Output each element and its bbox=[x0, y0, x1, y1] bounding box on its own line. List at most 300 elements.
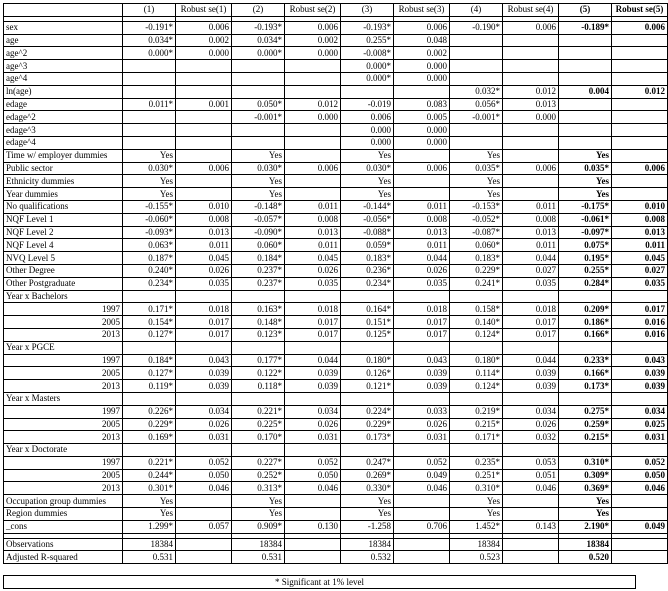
table-cell: 0.016 bbox=[612, 316, 668, 329]
row-label: Other Postgraduate bbox=[4, 277, 123, 290]
table-cell bbox=[450, 290, 503, 303]
table-cell: 0.221* bbox=[232, 405, 285, 418]
table-cell: 0.059* bbox=[341, 239, 394, 252]
table-cell bbox=[176, 136, 232, 149]
table-row bbox=[4, 149, 668, 162]
table-cell: 0.053 bbox=[503, 456, 559, 469]
table-cell bbox=[394, 290, 450, 303]
table-cell: 0.227* bbox=[232, 456, 285, 469]
table-cell bbox=[559, 444, 612, 457]
table-cell bbox=[285, 136, 341, 149]
table-cell bbox=[559, 392, 612, 405]
table-cell bbox=[341, 341, 394, 354]
table-row bbox=[4, 456, 668, 469]
table-cell bbox=[285, 495, 341, 508]
table-cell bbox=[123, 124, 176, 137]
table-cell: 0.330* bbox=[341, 482, 394, 495]
table-cell bbox=[123, 444, 176, 457]
table-cell: 0.532 bbox=[341, 551, 394, 564]
table-cell: -0.153* bbox=[450, 200, 503, 213]
table-cell: 0.000 bbox=[285, 111, 341, 124]
table-cell: 0.177* bbox=[232, 354, 285, 367]
row-label: _cons bbox=[4, 520, 123, 533]
table-cell: 0.030* bbox=[123, 162, 176, 175]
table-cell bbox=[612, 34, 668, 47]
table-cell: 0.235* bbox=[450, 456, 503, 469]
table-cell bbox=[285, 444, 341, 457]
table-cell bbox=[503, 495, 559, 508]
table-cell: 0.013 bbox=[176, 226, 232, 239]
table-cell: 0.269* bbox=[341, 469, 394, 482]
table-cell: 0.013 bbox=[285, 226, 341, 239]
table-cell: 18384 bbox=[559, 538, 612, 551]
table-row bbox=[4, 316, 668, 329]
table-row bbox=[4, 226, 668, 239]
table-cell: -0.087* bbox=[450, 226, 503, 239]
table-cell: 0.039 bbox=[285, 367, 341, 380]
table-row bbox=[4, 538, 668, 551]
table-cell: 0.011 bbox=[503, 239, 559, 252]
table-cell bbox=[503, 341, 559, 354]
table-cell bbox=[285, 508, 341, 521]
table-cell: 0.251* bbox=[450, 469, 503, 482]
table-cell bbox=[612, 60, 668, 73]
table-cell: 0.008 bbox=[176, 213, 232, 226]
table-cell: 0.035 bbox=[285, 277, 341, 290]
table-cell: 0.171* bbox=[450, 431, 503, 444]
table-cell: 0.001 bbox=[176, 98, 232, 111]
table-cell: 0.035* bbox=[559, 162, 612, 175]
row-label: Region dummies bbox=[4, 508, 123, 521]
table-cell bbox=[559, 290, 612, 303]
table-cell: 0.186* bbox=[559, 316, 612, 329]
table-cell: 0.035 bbox=[176, 277, 232, 290]
table-cell: 0.006 bbox=[176, 21, 232, 34]
table-cell bbox=[176, 111, 232, 124]
table-cell: 0.031 bbox=[394, 431, 450, 444]
table-cell: 0.000 bbox=[176, 47, 232, 60]
table-cell bbox=[285, 149, 341, 162]
column-header: (4) bbox=[450, 4, 503, 17]
table-cell: 0.030* bbox=[341, 162, 394, 175]
table-cell: 0.119* bbox=[123, 380, 176, 393]
table-cell: 0.031 bbox=[612, 431, 668, 444]
table-cell: Yes bbox=[341, 508, 394, 521]
table-cell: 0.164* bbox=[341, 303, 394, 316]
column-header: (5) bbox=[559, 4, 612, 17]
table-cell: 0.026 bbox=[394, 264, 450, 277]
header-row bbox=[4, 4, 668, 17]
table-cell bbox=[176, 149, 232, 162]
table-cell: 0.011 bbox=[285, 239, 341, 252]
row-label: 1997 bbox=[4, 354, 123, 367]
table-cell: 0.127* bbox=[123, 328, 176, 341]
table-row bbox=[4, 551, 668, 564]
table-cell: 0.044 bbox=[285, 354, 341, 367]
table-cell: 0.236* bbox=[341, 264, 394, 277]
table-cell: 0.049 bbox=[394, 469, 450, 482]
table-cell: 0.006 bbox=[503, 162, 559, 175]
table-cell: 0.000 bbox=[503, 111, 559, 124]
table-cell: 0.124* bbox=[450, 328, 503, 341]
table-cell bbox=[285, 60, 341, 73]
table-row bbox=[4, 264, 668, 277]
column-header: Robust se(2) bbox=[285, 4, 341, 17]
table-cell: Yes bbox=[232, 149, 285, 162]
table-cell: 0.050 bbox=[612, 469, 668, 482]
row-label: Year x Bachelors bbox=[4, 290, 123, 303]
table-cell bbox=[503, 444, 559, 457]
table-cell: 0.369* bbox=[559, 482, 612, 495]
table-row bbox=[4, 341, 668, 354]
table-cell: 0.124* bbox=[450, 380, 503, 393]
table-cell: 0.006 bbox=[394, 21, 450, 34]
table-cell: 0.039 bbox=[503, 380, 559, 393]
table-cell: 0.083 bbox=[394, 98, 450, 111]
table-cell bbox=[176, 392, 232, 405]
table-cell: -1.258 bbox=[341, 520, 394, 533]
table-row bbox=[4, 162, 668, 175]
table-cell bbox=[176, 124, 232, 137]
table-row bbox=[4, 418, 668, 431]
table-cell bbox=[176, 72, 232, 85]
table-cell: 0.039 bbox=[394, 367, 450, 380]
table-row bbox=[4, 367, 668, 380]
table-cell bbox=[394, 551, 450, 564]
table-cell: 0.006 bbox=[176, 162, 232, 175]
table-cell bbox=[123, 341, 176, 354]
table-cell: 0.004 bbox=[559, 85, 612, 98]
table-cell: -0.088* bbox=[341, 226, 394, 239]
table-cell bbox=[232, 124, 285, 137]
table-cell bbox=[612, 538, 668, 551]
table-cell: 0.018 bbox=[285, 303, 341, 316]
table-cell: 0.158* bbox=[450, 303, 503, 316]
row-label: Year x Masters bbox=[4, 392, 123, 405]
table-cell: 18384 bbox=[450, 538, 503, 551]
table-cell: 0.255* bbox=[341, 34, 394, 47]
table-cell: -0.019 bbox=[341, 98, 394, 111]
table-cell: 0.229* bbox=[450, 264, 503, 277]
table-cell: 0.000* bbox=[232, 47, 285, 60]
table-cell bbox=[450, 72, 503, 85]
table-cell: 0.030* bbox=[232, 162, 285, 175]
row-label: 2005 bbox=[4, 316, 123, 329]
table-cell: 0.523 bbox=[450, 551, 503, 564]
table-cell: 0.044 bbox=[394, 252, 450, 265]
table-cell bbox=[176, 551, 232, 564]
table-cell: 2.190* bbox=[559, 520, 612, 533]
table-cell: 0.184* bbox=[232, 252, 285, 265]
table-cell: 0.017 bbox=[285, 328, 341, 341]
table-row bbox=[4, 239, 668, 252]
table-cell: -0.191* bbox=[123, 21, 176, 34]
table-cell: 0.017 bbox=[176, 328, 232, 341]
table-cell: 0.034 bbox=[285, 405, 341, 418]
table-cell: 0.006 bbox=[285, 162, 341, 175]
table-cell: 0.126* bbox=[341, 367, 394, 380]
table-cell: 0.000 bbox=[341, 136, 394, 149]
table-cell: 0.011 bbox=[612, 239, 668, 252]
table-cell bbox=[123, 111, 176, 124]
row-label: ln(age) bbox=[4, 85, 123, 98]
table-cell bbox=[176, 538, 232, 551]
table-cell: -0.008* bbox=[341, 47, 394, 60]
regression-table bbox=[3, 3, 668, 564]
table-cell bbox=[503, 551, 559, 564]
table-cell: Yes bbox=[341, 175, 394, 188]
table-cell: 0.151* bbox=[341, 316, 394, 329]
table-cell: 18384 bbox=[232, 538, 285, 551]
table-cell bbox=[123, 72, 176, 85]
table-cell: 0.011 bbox=[394, 239, 450, 252]
table-cell: 0.050 bbox=[176, 469, 232, 482]
table-cell bbox=[559, 124, 612, 137]
table-cell: 0.143 bbox=[503, 520, 559, 533]
table-cell: 0.039 bbox=[503, 367, 559, 380]
table-cell bbox=[612, 188, 668, 201]
table-cell: 0.013 bbox=[503, 226, 559, 239]
table-cell: 0.180* bbox=[450, 354, 503, 367]
table-cell bbox=[559, 98, 612, 111]
table-cell bbox=[612, 136, 668, 149]
table-cell bbox=[394, 85, 450, 98]
table-cell: 0.049 bbox=[612, 520, 668, 533]
table-cell bbox=[176, 495, 232, 508]
table-cell: 0.045 bbox=[176, 252, 232, 265]
table-cell: 0.026 bbox=[176, 264, 232, 277]
table-cell: 0.531 bbox=[123, 551, 176, 564]
table-cell: -0.052* bbox=[450, 213, 503, 226]
header-blank-cell bbox=[4, 4, 123, 17]
row-label: 2013 bbox=[4, 328, 123, 341]
table-cell: 0.244* bbox=[123, 469, 176, 482]
table-cell: 0.012 bbox=[612, 85, 668, 98]
table-row bbox=[4, 392, 668, 405]
table-cell bbox=[341, 290, 394, 303]
table-row bbox=[4, 252, 668, 265]
table-cell: 0.002 bbox=[285, 34, 341, 47]
row-label: Time w/ employer dummies bbox=[4, 149, 123, 162]
table-cell: 0.301* bbox=[123, 482, 176, 495]
table-cell bbox=[503, 188, 559, 201]
table-cell: -0.148* bbox=[232, 200, 285, 213]
row-label: age^2 bbox=[4, 47, 123, 60]
table-cell: 0.056* bbox=[450, 98, 503, 111]
table-cell bbox=[176, 60, 232, 73]
table-cell bbox=[559, 111, 612, 124]
row-label: NQF Level 4 bbox=[4, 239, 123, 252]
table-cell: 0.229* bbox=[341, 418, 394, 431]
table-cell bbox=[612, 392, 668, 405]
table-cell: 0.008 bbox=[285, 213, 341, 226]
table-cell: Yes bbox=[450, 495, 503, 508]
table-row bbox=[4, 188, 668, 201]
table-cell: 0.052 bbox=[612, 456, 668, 469]
table-cell bbox=[559, 136, 612, 149]
table-cell: 0.259* bbox=[559, 418, 612, 431]
table-cell: 0.017 bbox=[285, 316, 341, 329]
table-cell: 0.010 bbox=[612, 200, 668, 213]
table-cell bbox=[612, 341, 668, 354]
table-cell: 0.018 bbox=[176, 303, 232, 316]
table-cell: 0.018 bbox=[503, 303, 559, 316]
table-cell: 0.039 bbox=[612, 380, 668, 393]
table-cell bbox=[503, 60, 559, 73]
table-cell bbox=[612, 124, 668, 137]
table-cell: 0.031 bbox=[285, 431, 341, 444]
table-cell bbox=[503, 149, 559, 162]
table-cell bbox=[612, 149, 668, 162]
table-cell: 0.046 bbox=[612, 482, 668, 495]
table-cell bbox=[612, 551, 668, 564]
table-cell bbox=[232, 72, 285, 85]
table-cell: 0.240* bbox=[123, 264, 176, 277]
table-cell: 0.035 bbox=[394, 277, 450, 290]
table-cell: 18384 bbox=[123, 538, 176, 551]
table-cell bbox=[612, 111, 668, 124]
table-cell: 0.166* bbox=[559, 328, 612, 341]
table-cell: 0.234* bbox=[123, 277, 176, 290]
table-cell: 0.017 bbox=[612, 303, 668, 316]
table-cell bbox=[176, 290, 232, 303]
table-cell: -0.057* bbox=[232, 213, 285, 226]
table-cell: 0.170* bbox=[232, 431, 285, 444]
table-cell bbox=[285, 124, 341, 137]
table-cell bbox=[559, 72, 612, 85]
table-cell: 0.118* bbox=[232, 380, 285, 393]
table-cell bbox=[450, 34, 503, 47]
table-cell: 0.241* bbox=[450, 277, 503, 290]
table-cell bbox=[450, 47, 503, 60]
row-label: Other Degree bbox=[4, 264, 123, 277]
table-cell: Yes bbox=[341, 188, 394, 201]
table-cell: 0.209* bbox=[559, 303, 612, 316]
table-cell: 0.050* bbox=[232, 98, 285, 111]
table-cell bbox=[394, 392, 450, 405]
row-label: Occupation group dummies bbox=[4, 495, 123, 508]
table-row bbox=[4, 495, 668, 508]
table-cell: 0.221* bbox=[123, 456, 176, 469]
table-cell: 0.706 bbox=[394, 520, 450, 533]
table-cell: 0.052 bbox=[176, 456, 232, 469]
table-cell: 0.006 bbox=[285, 21, 341, 34]
row-label: NQF Level 1 bbox=[4, 213, 123, 226]
table-cell: Yes bbox=[232, 175, 285, 188]
table-cell: 1.452* bbox=[450, 520, 503, 533]
table-cell: 0.006 bbox=[394, 162, 450, 175]
table-cell: 0.026 bbox=[176, 418, 232, 431]
table-cell bbox=[612, 72, 668, 85]
row-label: 2005 bbox=[4, 469, 123, 482]
table-cell bbox=[559, 60, 612, 73]
table-cell: 0.237* bbox=[232, 264, 285, 277]
table-cell: Yes bbox=[450, 508, 503, 521]
column-header: Robust se(1) bbox=[176, 4, 232, 17]
table-row bbox=[4, 175, 668, 188]
column-header: Robust se(3) bbox=[394, 4, 450, 17]
table-cell: 0.284* bbox=[559, 277, 612, 290]
table-cell: 0.034 bbox=[176, 405, 232, 418]
table-cell bbox=[123, 392, 176, 405]
table-cell: 0.011* bbox=[123, 98, 176, 111]
table-cell: 0.026 bbox=[503, 418, 559, 431]
table-cell: 0.031 bbox=[176, 431, 232, 444]
table-cell bbox=[612, 98, 668, 111]
table-cell: 0.017 bbox=[394, 328, 450, 341]
table-cell: 0.035* bbox=[450, 162, 503, 175]
table-cell: 0.013 bbox=[612, 226, 668, 239]
table-cell: -0.193* bbox=[232, 21, 285, 34]
table-cell: 0.012 bbox=[503, 85, 559, 98]
table-cell: Yes bbox=[450, 175, 503, 188]
row-label: NQF Level 2 bbox=[4, 226, 123, 239]
row-label: 2005 bbox=[4, 367, 123, 380]
table-cell bbox=[394, 508, 450, 521]
table-cell: Yes bbox=[123, 495, 176, 508]
table-cell bbox=[123, 136, 176, 149]
row-label: 1997 bbox=[4, 303, 123, 316]
row-label: edage^2 bbox=[4, 111, 123, 124]
table-cell: 0.233* bbox=[559, 354, 612, 367]
table-cell: 0.027 bbox=[612, 264, 668, 277]
table-cell bbox=[232, 136, 285, 149]
table-cell: 0.520 bbox=[559, 551, 612, 564]
table-cell: 0.184* bbox=[123, 354, 176, 367]
table-cell: 0.044 bbox=[503, 252, 559, 265]
table-cell: 0.026 bbox=[285, 264, 341, 277]
table-row bbox=[4, 34, 668, 47]
table-row bbox=[4, 290, 668, 303]
table-cell: 0.006 bbox=[612, 21, 668, 34]
table-cell bbox=[341, 85, 394, 98]
table-cell bbox=[232, 392, 285, 405]
table-cell: 0.234* bbox=[341, 277, 394, 290]
table-cell bbox=[450, 60, 503, 73]
table-cell: 0.075* bbox=[559, 239, 612, 252]
table-cell bbox=[123, 290, 176, 303]
table-cell: 0.310* bbox=[559, 456, 612, 469]
table-cell: 0.032* bbox=[450, 85, 503, 98]
row-label: Year dummies bbox=[4, 188, 123, 201]
column-header: Robust se(4) bbox=[503, 4, 559, 17]
table-cell: 0.017 bbox=[176, 316, 232, 329]
table-cell bbox=[176, 175, 232, 188]
table-cell: 0.148* bbox=[232, 316, 285, 329]
table-cell: 0.252* bbox=[232, 469, 285, 482]
table-cell: 0.195* bbox=[559, 252, 612, 265]
table-row bbox=[4, 508, 668, 521]
table-row bbox=[4, 277, 668, 290]
table-cell: 0.046 bbox=[503, 482, 559, 495]
table-cell: 0.052 bbox=[285, 456, 341, 469]
table-cell: 0.017 bbox=[503, 328, 559, 341]
table-cell bbox=[612, 175, 668, 188]
table-cell: 0.173* bbox=[559, 380, 612, 393]
table-cell bbox=[232, 341, 285, 354]
table-cell bbox=[450, 136, 503, 149]
table-row bbox=[4, 213, 668, 226]
row-label: 1997 bbox=[4, 405, 123, 418]
table-cell: 0.125* bbox=[341, 328, 394, 341]
table-cell bbox=[612, 508, 668, 521]
table-row bbox=[4, 303, 668, 316]
table-cell: 0.224* bbox=[341, 405, 394, 418]
row-label: age^4 bbox=[4, 72, 123, 85]
table-cell bbox=[559, 47, 612, 60]
table-cell bbox=[232, 85, 285, 98]
table-cell bbox=[503, 124, 559, 137]
